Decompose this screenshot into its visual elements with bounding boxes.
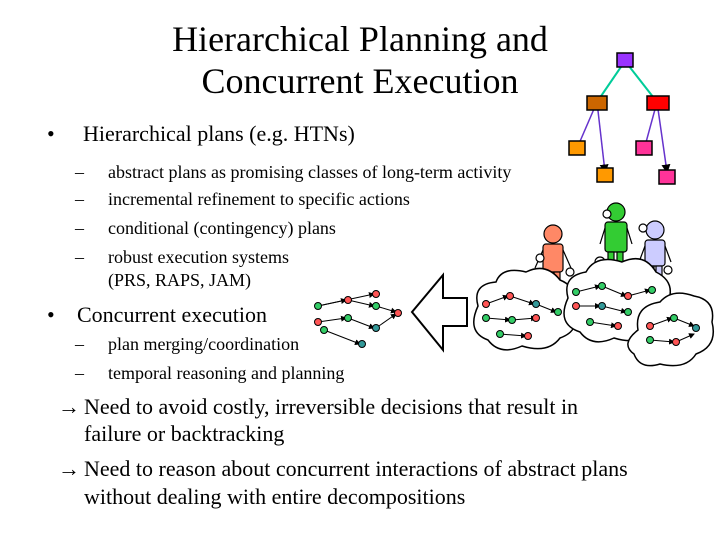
hollow-left-arrow-icon bbox=[412, 275, 467, 350]
subitem-marker: – bbox=[75, 363, 84, 383]
bullet-hierarchical-plans: Hierarchical plans (e.g. HTNs) bbox=[83, 121, 355, 146]
conclusion-2-line-1: Need to reason about concurrent interactions of abstract plans bbox=[84, 456, 628, 481]
plan-network-icon bbox=[315, 291, 402, 348]
subitem-marker: – bbox=[75, 162, 84, 182]
subitem-incremental-refinement: incremental refinement to specific actions bbox=[108, 189, 410, 209]
conclusion-2-line-2: without dealing with entire decompositions bbox=[84, 484, 466, 509]
subitem-marker: – bbox=[75, 218, 84, 238]
subitem-robust-execution: robust execution systems bbox=[108, 247, 289, 267]
title-line-1: Hierarchical Planning and bbox=[172, 19, 548, 59]
tree-left-node bbox=[587, 96, 607, 110]
subitem-abstract-plans: abstract plans as promising classes of long-term activity bbox=[108, 162, 512, 182]
conclusion-1-line-1: Need to avoid costly, irreversible decisions that result in bbox=[84, 394, 579, 419]
subitem-marker: – bbox=[75, 189, 84, 209]
tree-leaf-node bbox=[597, 168, 613, 182]
subitem-conditional-plans: conditional (contingency) plans bbox=[108, 218, 336, 238]
title-line-2: Concurrent Execution bbox=[201, 61, 519, 101]
tree-leaf-node bbox=[659, 170, 675, 184]
bullet-concurrent-execution: Concurrent execution bbox=[77, 302, 267, 327]
subitem-plan-merging: plan merging/coordination bbox=[108, 334, 300, 354]
arrow-marker: → bbox=[58, 456, 80, 481]
tree-right-node bbox=[647, 96, 669, 110]
conclusion-1-line-2: failure or backtracking bbox=[84, 421, 285, 446]
tree-root-node bbox=[617, 53, 633, 67]
bullet-marker: • bbox=[47, 302, 55, 327]
subitem-marker: – bbox=[75, 334, 84, 354]
tree-leaf-node bbox=[636, 141, 652, 155]
arrow-marker: → bbox=[58, 394, 80, 419]
tree-leaf-node bbox=[569, 141, 585, 155]
subitem-robust-execution-line2: (PRS, RAPS, JAM) bbox=[108, 270, 252, 290]
subitem-temporal-reasoning: temporal reasoning and planning bbox=[108, 363, 345, 383]
task-tree-icon bbox=[569, 53, 675, 184]
subitem-marker: – bbox=[75, 247, 84, 267]
bullet-marker: • bbox=[47, 121, 55, 146]
